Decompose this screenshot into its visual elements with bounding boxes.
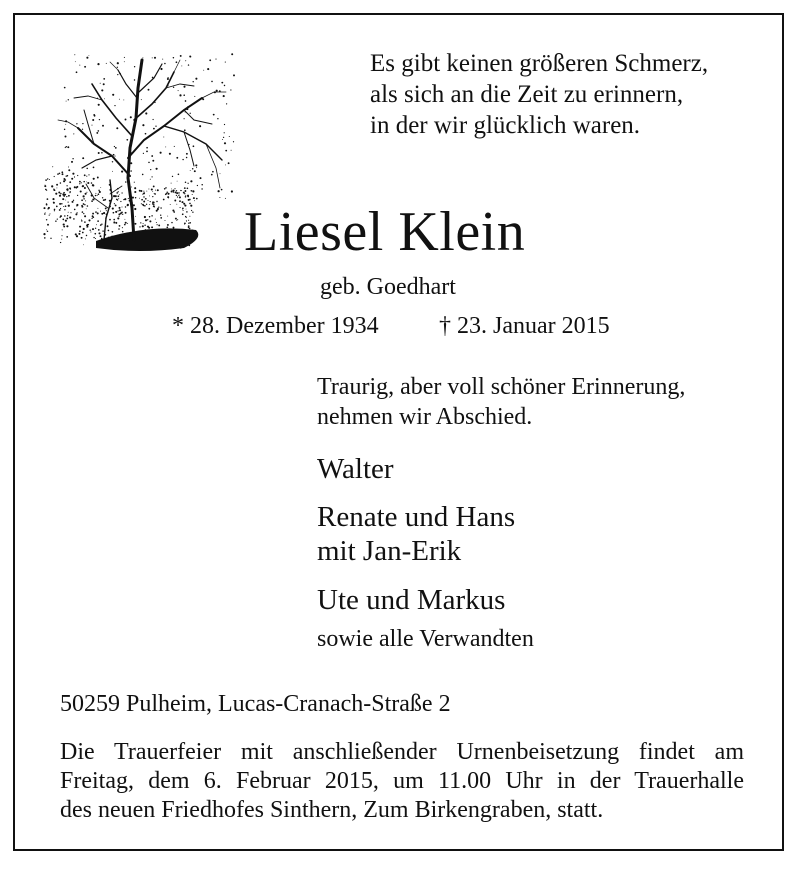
ceremony-text bbox=[60, 738, 744, 825]
quote-line: Es gibt keinen größeren Schmerz, bbox=[370, 50, 709, 77]
quote-block bbox=[370, 48, 708, 141]
tree-icon bbox=[34, 48, 254, 263]
maiden-name: geb. Goedhart bbox=[320, 274, 456, 300]
mourning-line: Traurig, aber voll schöner Erinnerung, bbox=[317, 374, 686, 400]
family-relatives: sowie alle Verwandten bbox=[317, 626, 534, 652]
death-date: † 23. Januar 2015 bbox=[439, 313, 610, 339]
quote-line: als sich an die Zeit zu erinnern, bbox=[370, 81, 684, 108]
address: 50259 Pulheim, Lucas-Cranach-Straße 2 bbox=[60, 691, 451, 717]
ceremony-line: Die Trauerfeier mit anschließender Urnenbeisetzung findet am bbox=[60, 739, 744, 765]
quote-line: in der wir glücklich waren. bbox=[370, 112, 641, 139]
family-ute: Ute und Markus bbox=[317, 584, 506, 616]
mourning-line: nehmen wir Abschied. bbox=[317, 404, 533, 430]
ceremony-line: Freitag, dem 6. Februar 2015, um 11.00 Uhr in der Trauerhalle bbox=[60, 768, 744, 794]
family-renate bbox=[317, 500, 515, 568]
ceremony-line: des neuen Friedhofes Sinthern, Zum Birkengraben, statt. bbox=[60, 797, 604, 823]
birth-date: * 28. Dezember 1934 bbox=[172, 313, 379, 339]
mourning-text bbox=[317, 372, 685, 432]
family-line: mit Jan-Erik bbox=[317, 535, 462, 567]
deceased-name: Liesel Klein bbox=[244, 201, 526, 263]
family-walter: Walter bbox=[317, 453, 394, 485]
family-line: Renate und Hans bbox=[317, 501, 516, 533]
